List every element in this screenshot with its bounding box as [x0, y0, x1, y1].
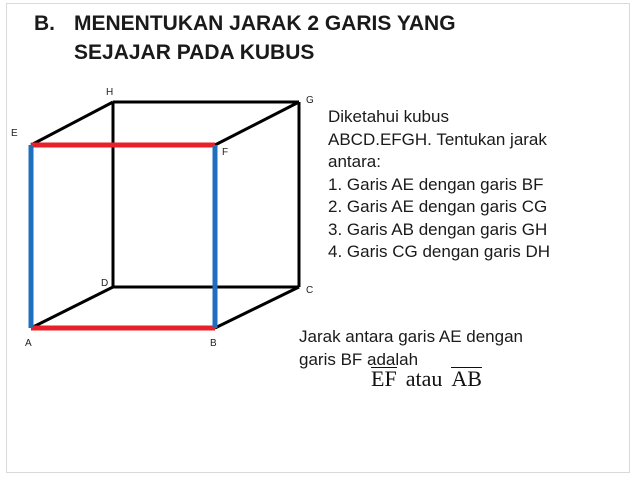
segment-ab: AB: [451, 366, 482, 391]
problem-intro-line: ABCD.EFGH. Tentukan jarak: [328, 129, 547, 149]
problem-item: 4. Garis CG dengan garis DH: [328, 242, 551, 261]
problem-item: 3. Garis AB dengan garis GH: [328, 219, 548, 239]
edge-bc: [215, 287, 299, 328]
problem-item: 1. Garis AE dengan garis BF: [328, 174, 544, 194]
edge-fg: [215, 102, 299, 145]
edge-eh: [31, 102, 113, 145]
segment-ef: EF: [371, 366, 397, 391]
vertex-label-d: D: [101, 278, 109, 289]
title-number: B.: [34, 12, 55, 35]
title-line-2: SEJAJAR PADA KUBUS: [74, 41, 315, 64]
problem-intro-line: Diketahui kubus: [328, 107, 449, 126]
problem-statement: [328, 106, 628, 264]
connector-atau: atau: [405, 366, 443, 391]
problem-item: 2. Garis AE dengan garis CG: [328, 197, 548, 216]
vertex-label-a: A: [25, 338, 32, 349]
vertex-label-g: G: [306, 95, 314, 106]
answer-line-1: Jarak antara garis AE dengan: [299, 327, 523, 346]
vertex-label-b: B: [210, 338, 217, 349]
answer-formula: [371, 366, 482, 392]
vertex-label-h: H: [106, 87, 114, 98]
answer-text: [299, 326, 619, 371]
vertex-label-f: F: [222, 147, 229, 158]
title-line-1: MENENTUKAN JARAK 2 GARIS YANG: [74, 12, 456, 35]
answer-line-2: garis BF adalah: [299, 349, 419, 369]
problem-intro-line: antara:: [328, 152, 381, 171]
vertex-label-c: C: [306, 285, 314, 296]
vertex-label-e: E: [11, 128, 18, 139]
edge-ad: [31, 287, 113, 328]
